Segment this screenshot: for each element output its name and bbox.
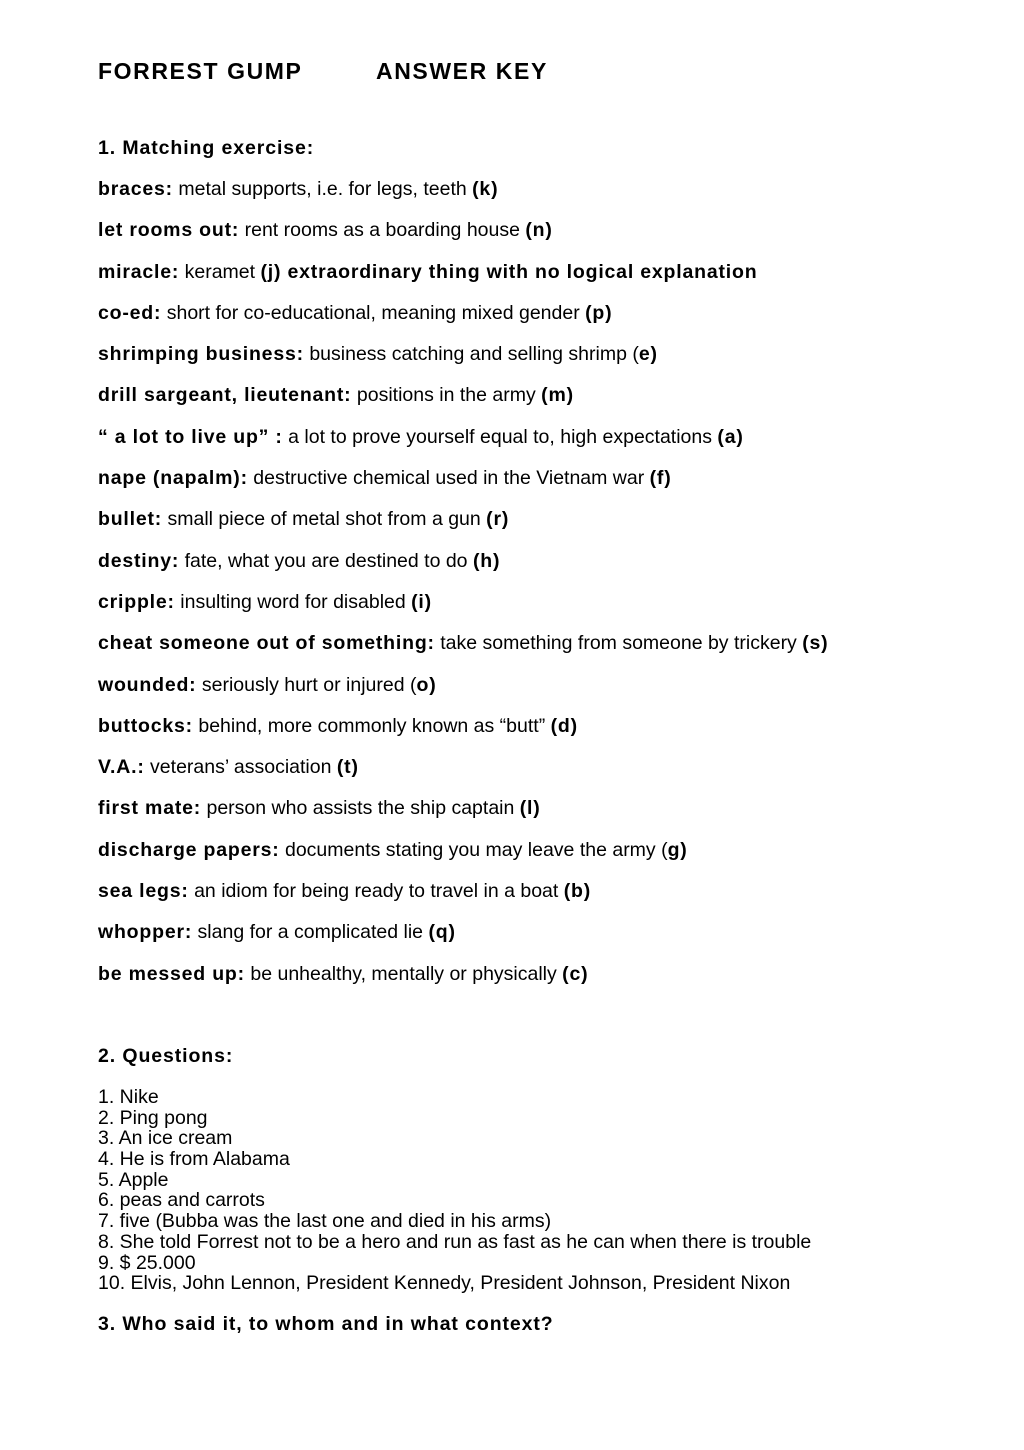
match-definition: short for co-educational, meaning mixed gender (161, 301, 586, 324)
match-term: buttocks: (98, 714, 193, 737)
match-answer: (b) (563, 880, 592, 903)
match-item (98, 919, 828, 960)
question-answer: 9. $ 25.000 (98, 1251, 196, 1274)
match-item (98, 506, 828, 547)
question-answer: 6. peas and carrots (98, 1189, 265, 1212)
match-term: destiny: (98, 549, 180, 572)
match-item (98, 795, 828, 836)
match-item (98, 424, 828, 465)
match-definition: a lot to prove yourself equal to, high expectations (282, 425, 718, 448)
match-item (98, 878, 828, 919)
match-item (98, 754, 828, 795)
match-term: sea legs: (98, 880, 189, 903)
match-term: shrimping business: (98, 343, 304, 366)
match-term: wounded: (98, 673, 197, 696)
question-answer: 2. Ping pong (98, 1106, 208, 1129)
question-answers-list (98, 1087, 811, 1294)
match-item (98, 630, 828, 671)
match-definition: rent rooms as a boarding house (239, 219, 526, 242)
question-answer: 4. He is from Alabama (98, 1148, 290, 1171)
match-item (98, 300, 828, 341)
match-item (98, 217, 828, 258)
match-answer: (f) (649, 467, 672, 490)
match-answer: (a) (717, 425, 744, 448)
match-item (98, 465, 828, 506)
match-definition: business catching and selling shrimp ( (303, 343, 639, 366)
question-answer: 3. An ice cream (98, 1127, 233, 1150)
match-answer: (m) (541, 384, 574, 407)
match-item (98, 589, 828, 630)
match-term: first mate: (98, 797, 202, 820)
match-definition: seriously hurt or injured ( (196, 673, 417, 696)
match-definition: be unhealthy, mentally or physically (244, 962, 563, 985)
question-answer: 1. Nike (98, 1086, 159, 1108)
match-answer: (q) (428, 921, 456, 944)
document-title (98, 58, 548, 85)
match-definition: documents stating you may leave the army ( (279, 838, 668, 861)
match-definition: veterans’ association (144, 756, 337, 779)
match-answer: e) (638, 343, 658, 366)
match-term: cripple: (98, 590, 175, 613)
section-3-heading: 3. Who said it, to whom and in what context? (98, 1313, 554, 1335)
match-answer: (d) (550, 714, 578, 737)
match-answer: (h) (472, 549, 501, 572)
match-term: V.A.: (98, 756, 145, 779)
match-answer: (p) (585, 301, 613, 324)
section-1-heading: 1. Matching exercise: (98, 137, 315, 159)
match-term: cheat someone out of something: (98, 632, 435, 655)
match-definition: metal supports, i.e. for legs, teeth (172, 178, 473, 200)
match-term: nape (napalm): (98, 467, 248, 490)
match-term: miracle: (98, 260, 180, 283)
matching-list (98, 176, 828, 1002)
match-definition: small piece of metal shot from a gun (162, 508, 487, 531)
match-definition: person who assists the ship captain (201, 797, 520, 820)
match-item (98, 961, 828, 1002)
match-definition: take something from someone by trickery (434, 632, 803, 655)
match-answer: g) (667, 838, 688, 861)
match-item (98, 837, 828, 878)
match-item (98, 548, 828, 589)
question-answer: 5. Apple (98, 1168, 169, 1191)
match-definition: positions in the army (351, 384, 542, 407)
match-item (98, 713, 828, 754)
match-term: bullet: (98, 508, 163, 531)
title-movie: FORREST GUMP (98, 58, 303, 84)
match-term: be messed up: (98, 962, 245, 985)
match-term: discharge papers: (98, 838, 280, 861)
match-answer: (t) (336, 756, 359, 779)
match-item (98, 259, 828, 300)
match-definition: destructive chemical used in the Vietnam war (247, 467, 650, 490)
match-term: drill sargeant, lieutenant: (98, 384, 352, 407)
match-definition: behind, more commonly known as “butt” (192, 714, 551, 737)
match-answer: (i) (411, 590, 432, 613)
match-term: let rooms out: (98, 219, 240, 242)
match-item (98, 382, 828, 423)
match-answer: (s) (802, 632, 829, 655)
match-answer: (l) (519, 797, 541, 820)
match-definition: keramet (179, 260, 261, 283)
match-answer: (n) (525, 219, 553, 242)
match-answer: (k) (472, 178, 499, 200)
match-answer: (j) extraordinary thing with no logical explanation (260, 260, 758, 283)
match-term: braces: (98, 178, 173, 200)
match-definition: insulting word for disabled (174, 590, 412, 613)
match-item (98, 341, 828, 382)
question-answer: 10. Elvis, John Lennon, President Kennedy, President Johnson, President Nixon (98, 1272, 791, 1295)
match-definition: fate, what you are destined to do (179, 549, 473, 572)
match-definition: slang for a complicated lie (192, 921, 429, 944)
title-answer-key: ANSWER KEY (376, 58, 548, 84)
match-term: whopper: (98, 921, 193, 944)
match-answer: o) (416, 673, 437, 696)
match-answer: (r) (486, 508, 510, 531)
match-item (98, 672, 828, 713)
section-2-heading: 2. Questions: (98, 1045, 234, 1067)
match-term: “ a lot to live up” : (98, 425, 283, 448)
question-answer: 8. She told Forrest not to be a hero and run as fast as he can when there is trouble (98, 1230, 812, 1253)
question-answer: 7. five (Bubba was the last one and died in his arms) (98, 1210, 552, 1233)
match-term: co-ed: (98, 301, 162, 324)
match-answer: (c) (562, 962, 589, 985)
match-definition: an idiom for being ready to travel in a boat (188, 880, 564, 903)
match-item (98, 176, 828, 217)
